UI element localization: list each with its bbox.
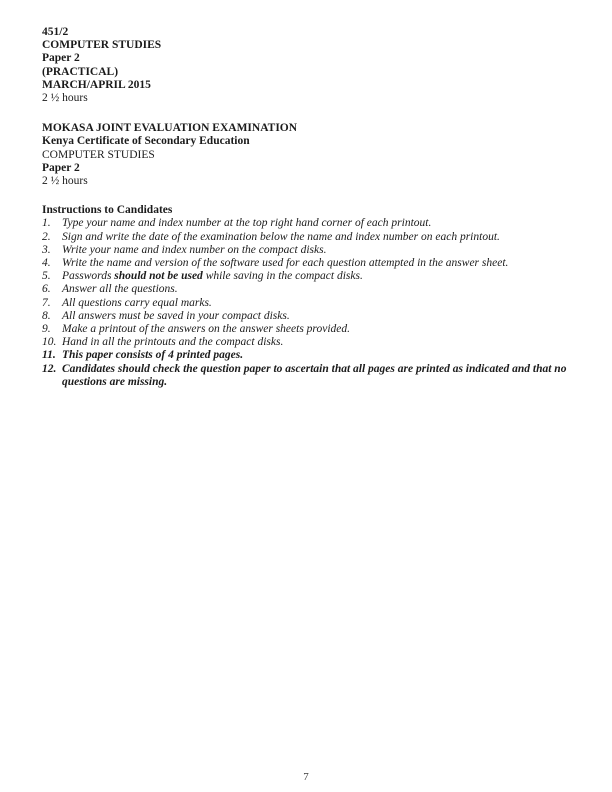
instruction-text: All answers must be saved in your compact disks.	[62, 309, 290, 322]
instruction-text: Write the name and version of the software used for each question attempted in the answer sheet.	[62, 257, 509, 270]
instruction-text-bold: should not be used	[114, 270, 203, 283]
instructions-heading: Instructions to Candidates	[42, 204, 173, 217]
instruction-text: Type your name and index number at the top right hand corner of each printout.	[62, 217, 432, 230]
instruction-item	[42, 244, 574, 257]
instruction-text-prefix: Passwords	[62, 270, 115, 283]
exam-name: MOKASA JOINT EVALUATION EXAMINATION	[42, 122, 298, 135]
instruction-number: 12.	[42, 362, 57, 375]
instruction-item	[42, 349, 574, 362]
exam-duration-secondary: 2 ½ hours	[42, 175, 88, 188]
instruction-text: Write your name and index number on the compact disks.	[62, 243, 327, 256]
certificate-name: Kenya Certificate of Secondary Education	[42, 135, 250, 148]
instruction-number: 4.	[42, 257, 51, 270]
subject-name: COMPUTER STUDIES	[42, 39, 162, 52]
instruction-number: 7.	[42, 296, 51, 309]
instruction-text: Make a printout of the answers on the answer sheets provided.	[62, 323, 350, 336]
instruction-item	[42, 323, 574, 336]
instruction-number: 3.	[42, 243, 51, 256]
paper-number: Paper 2	[42, 52, 80, 65]
instruction-number: 9.	[42, 323, 51, 336]
instruction-item	[42, 270, 574, 283]
instruction-number: 8.	[42, 309, 51, 322]
instructions-list	[42, 217, 574, 389]
instruction-text: Answer all the questions.	[62, 283, 178, 296]
instruction-item	[42, 363, 574, 389]
instruction-text: Hand in all the printouts and the compact disks.	[62, 336, 284, 349]
instruction-number: 6.	[42, 283, 51, 296]
instruction-number: 10.	[42, 336, 57, 349]
page-content	[42, 26, 574, 389]
instruction-item	[42, 310, 574, 323]
instruction-text-suffix: while saving in the compact disks.	[202, 270, 363, 283]
paper-header-block	[42, 26, 574, 105]
exam-session: MARCH/APRIL 2015	[42, 78, 151, 91]
paper-type: (PRACTICAL)	[42, 65, 119, 78]
page-number: 7	[303, 771, 309, 783]
instruction-item	[42, 257, 574, 270]
instruction-text: Candidates should check the question paper to ascertain that all pages are printed as indicated and that no questions are missing.	[62, 362, 567, 388]
instruction-item	[42, 231, 574, 244]
instruction-number: 2.	[42, 230, 51, 243]
instruction-text: Sign and write the date of the examination below the name and index number on each printout.	[62, 230, 500, 243]
instruction-text	[62, 270, 574, 283]
instruction-item	[42, 297, 574, 310]
instruction-text: This paper consists of 4 printed pages.	[62, 349, 244, 362]
instruction-item	[42, 283, 574, 296]
exam-title-block	[42, 122, 574, 188]
paper-code: 451/2	[42, 26, 69, 38]
instruction-item	[42, 336, 574, 349]
instruction-number: 5.	[42, 270, 51, 283]
instruction-text: All questions carry equal marks.	[62, 296, 212, 309]
instruction-number: 1.	[42, 217, 51, 230]
instruction-number: 11.	[42, 349, 56, 362]
instructions-section	[42, 204, 574, 389]
paper-number-secondary: Paper 2	[42, 161, 80, 174]
exam-duration: 2 ½ hours	[42, 92, 88, 105]
subject-name-secondary: COMPUTER STUDIES	[42, 148, 155, 161]
instruction-item	[42, 217, 574, 230]
